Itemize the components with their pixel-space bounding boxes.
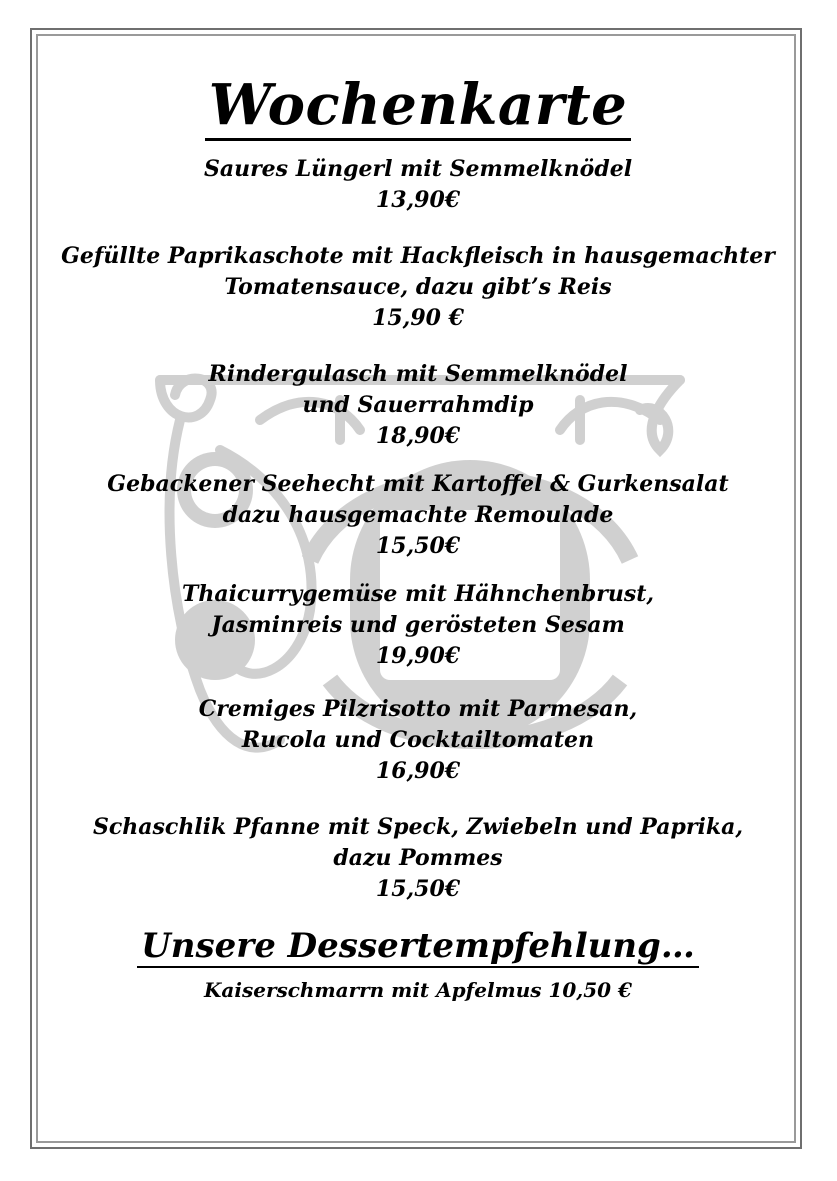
- dish-name: Gefüllte Paprikaschote mit Hackfleisch in hausgemachter: [61, 243, 775, 269]
- dish-price: 15,50€: [375, 876, 461, 902]
- dish-item: [40, 469, 796, 562]
- dish-name: Thaicurrygemüse mit Hähnchenbrust,: [181, 581, 655, 607]
- dessert-heading: Unsere Dessertempfehlung…: [40, 923, 796, 969]
- dish-name: Saures Lüngerl mit Semmelknödel: [203, 156, 633, 182]
- dish-name-continued: Rucola und Cocktailtomaten: [241, 727, 595, 753]
- dish-name-continued: und Sauerrahmdip: [302, 392, 534, 418]
- dish-item: [40, 694, 796, 787]
- dish-item: [40, 154, 796, 216]
- dish-name-continued: Tomatensauce, dazu gibt’s Reis: [224, 274, 612, 300]
- menu-content: [40, 70, 796, 1005]
- dish-name: Gebackener Seehecht mit Kartoffel & Gurkensalat: [107, 471, 729, 497]
- dish-name: Cremiges Pilzrisotto mit Parmesan,: [198, 696, 638, 722]
- dish-price: 19,90€: [375, 643, 461, 669]
- dish-price: 18,90€: [375, 423, 461, 449]
- dish-item: [40, 359, 796, 452]
- dessert-item: Kaiserschmarrn mit Apfelmus 10,50 €: [204, 978, 632, 1002]
- dish-name-continued: Jasminreis und gerösteten Sesam: [211, 612, 625, 638]
- dish-price: 13,90€: [375, 187, 461, 213]
- dish-name-continued: dazu Pommes: [333, 845, 503, 871]
- dish-name: Rindergulasch mit Semmelknödel: [208, 361, 628, 387]
- page-title: Wochenkarte: [40, 70, 796, 140]
- dish-item: [40, 241, 796, 334]
- dish-name: Schaschlik Pfanne mit Speck, Zwiebeln und Paprika,: [93, 814, 743, 840]
- dish-price: 16,90€: [375, 758, 461, 784]
- dish-price: 15,90 €: [372, 305, 464, 331]
- dish-item: [40, 812, 796, 905]
- dish-name-continued: dazu hausgemachte Remoulade: [222, 502, 614, 528]
- dish-item: [40, 579, 796, 672]
- dish-price: 15,50€: [375, 533, 461, 559]
